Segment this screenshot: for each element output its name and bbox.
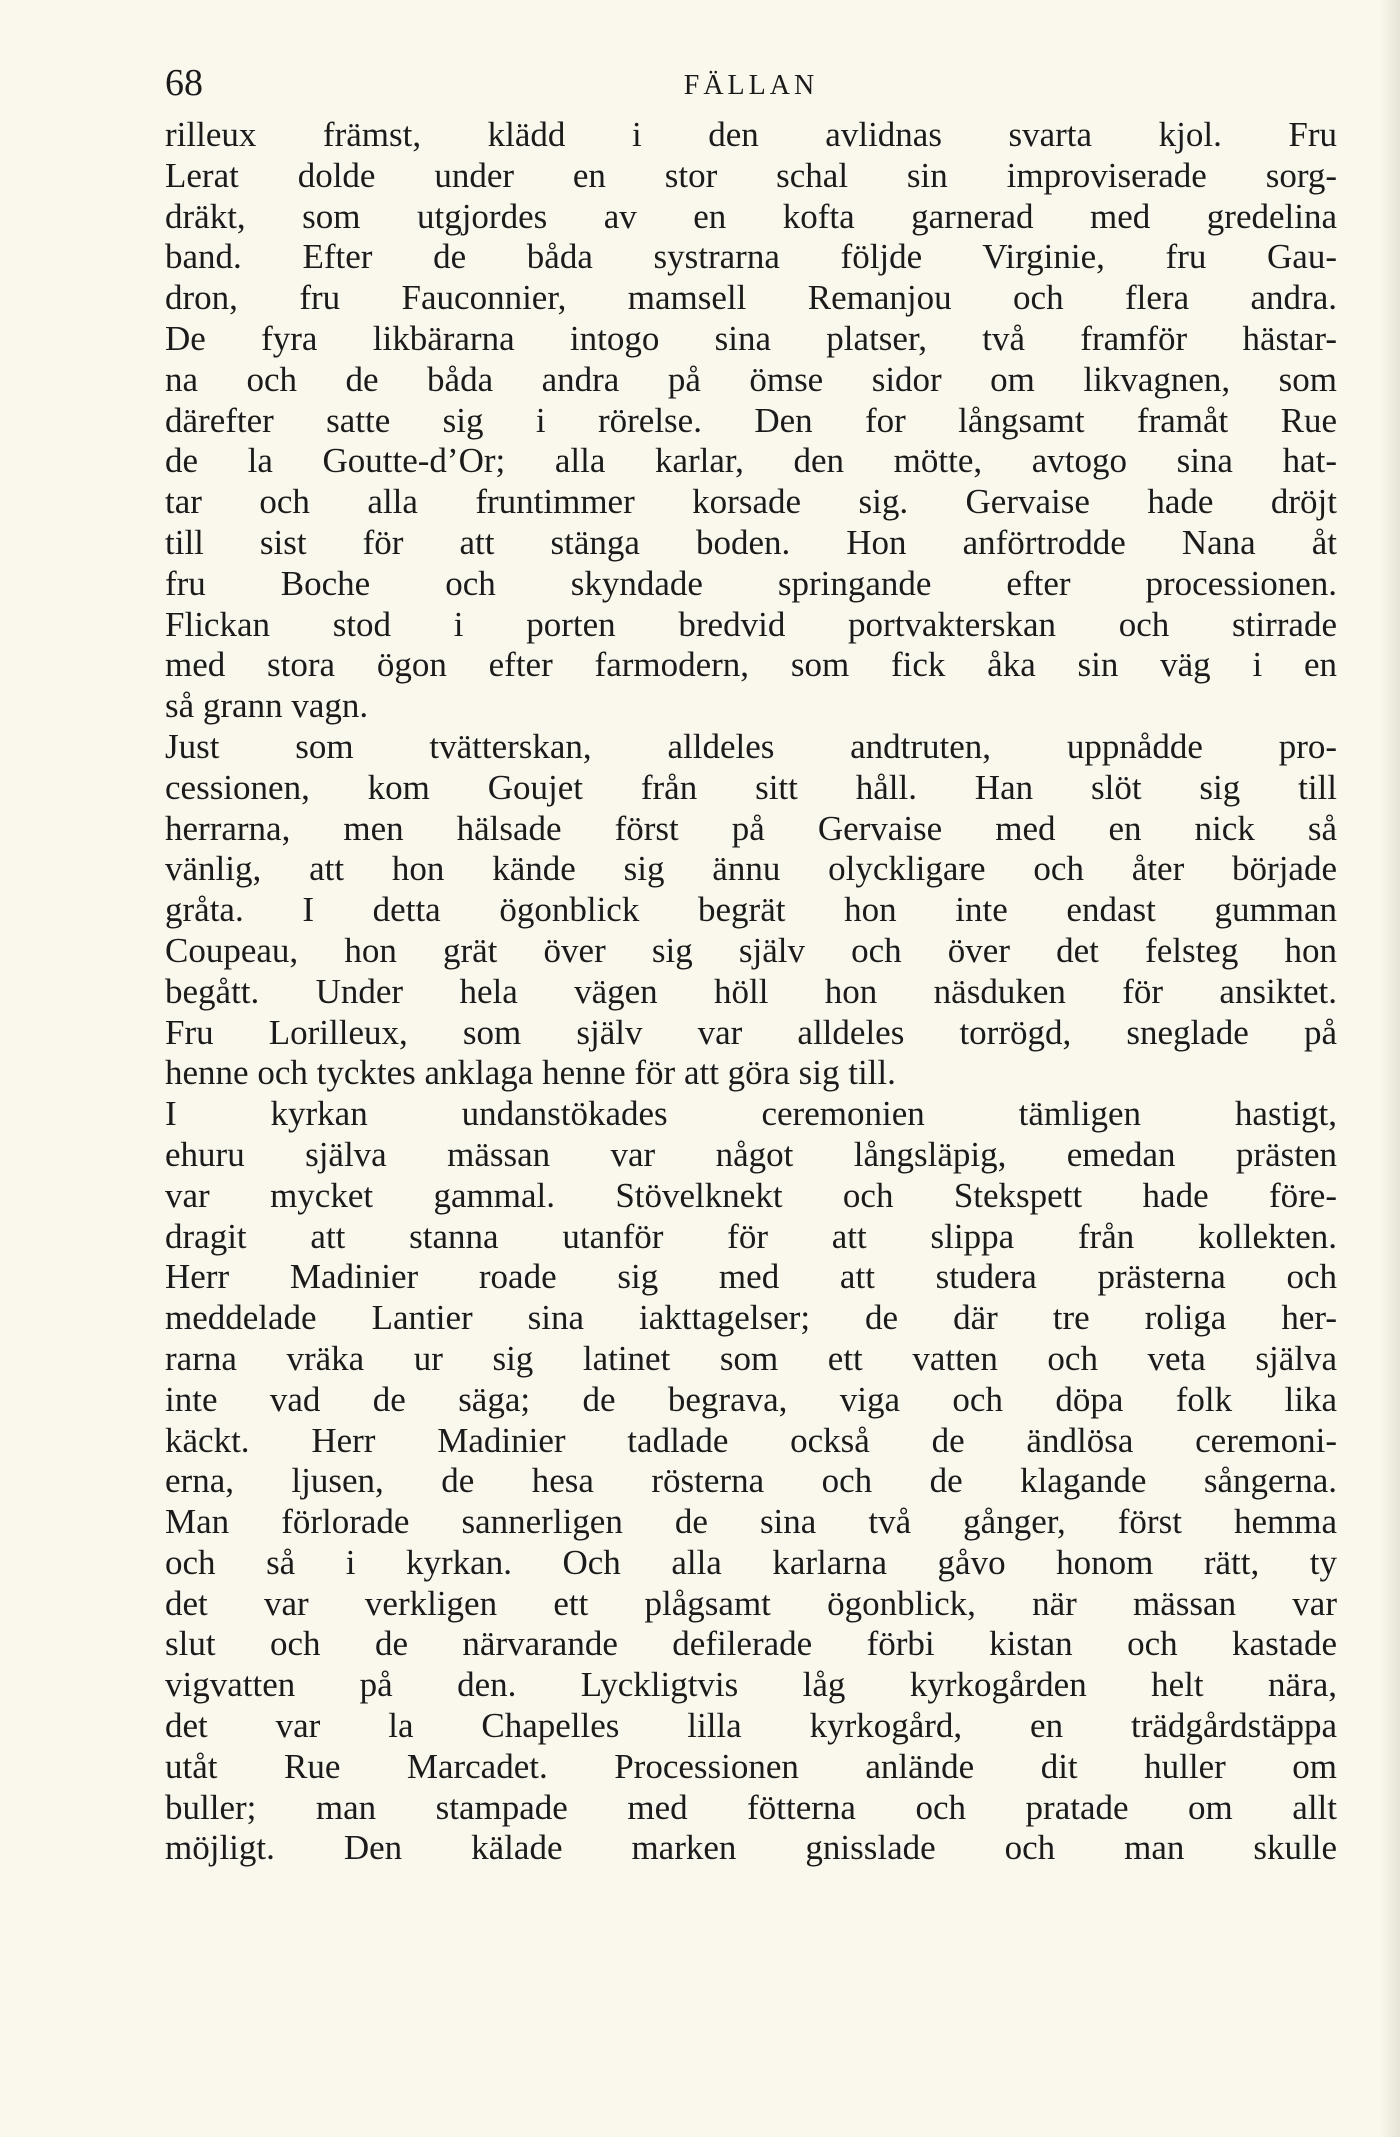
text-line: dragit att stanna utanför för att slippa från kollekten. [165, 1216, 1337, 1256]
text-line: cessionen, kom Goujet från sitt håll. Han slöt sig till [165, 767, 1337, 807]
text-line: Fru Lorilleux, som själv var alldeles torrögd, sneglade på [165, 1012, 1337, 1052]
page-number: 68 [165, 62, 203, 104]
text-line: vänlig, att hon kände sig ännu olyckligare och åter började [165, 849, 1337, 889]
text-line: erna, ljusen, de hesa rösterna och de klagande sångerna. [165, 1461, 1337, 1501]
text-line: utåt Rue Marcadet. Processionen anlände dit huller om [165, 1746, 1337, 1786]
text-line: buller; man stampade med fötterna och pratade om allt [165, 1787, 1337, 1827]
text-line: till sist för att stänga boden. Hon anförtrodde Nana åt [165, 522, 1337, 562]
text-line: tar och alla fruntimmer korsade sig. Gervaise hade dröjt [165, 482, 1337, 522]
text-line: na och de båda andra på ömse sidor om likvagnen, som [165, 359, 1337, 399]
text-line: så grann vagn. [165, 686, 369, 726]
text-line: slut och de närvarande defilerade förbi kistan och kastade [165, 1624, 1337, 1664]
page-edge-shadow [1380, 0, 1400, 2137]
running-head [165, 58, 1337, 108]
text-line: fru Boche och skyndade springande efter processionen. [165, 563, 1337, 603]
text-line: inte vad de säga; de begrava, viga och döpa folk lika [165, 1379, 1337, 1419]
text-line: de la Goutte-d’Or; alla karlar, den mötte, avtogo sina hat- [165, 441, 1337, 481]
text-line: dron, fru Fauconnier, mamsell Remanjou och flera andra. [165, 278, 1337, 318]
text-line: dräkt, som utgjordes av en kofta garnerad med gredelina [165, 196, 1337, 236]
text-line: var mycket gammal. Stövelknekt och Stekspett hade före- [165, 1175, 1337, 1215]
text-line: vigvatten på den. Lyckligtvis låg kyrkogården helt nära, [165, 1665, 1337, 1705]
text-line: De fyra likbärarna intogo sina platser, två framför hästar- [165, 318, 1337, 358]
text-line: rilleux främst, klädd i den avlidnas svarta kjol. Fru [165, 115, 1337, 154]
text-line: I kyrkan undanstökades ceremonien tämligen hastigt, [165, 1094, 1337, 1134]
text-line: band. Efter de båda systrarna följde Virginie, fru Gau- [165, 237, 1337, 277]
text-line: Man förlorade sannerligen de sina två gånger, först hemma [165, 1502, 1337, 1542]
text-line: med stora ögon efter farmodern, som fick åka sin väg i en [165, 645, 1337, 685]
text-line: Just som tvätterskan, alldeles andtruten, uppnådde pro- [165, 726, 1337, 766]
text-line: Coupeau, hon grät över sig själv och över det felsteg hon [165, 930, 1337, 970]
text-line: gråta. I detta ögonblick begrät hon inte endast gumman [165, 890, 1337, 930]
text-line: rarna vräka ur sig latinet som ett vatten och veta själva [165, 1338, 1337, 1378]
text-line: käckt. Herr Madinier tadlade också de ändlösa ceremoni- [165, 1420, 1337, 1460]
text-line: Lerat dolde under en stor schal sin improviserade sorg- [165, 155, 1337, 195]
text-line: möjligt. Den kälade marken gnisslade och man skulle [165, 1828, 1337, 1868]
text-line: Herr Madinier roade sig med att studera prästerna och [165, 1257, 1337, 1297]
text-line: därefter satte sig i rörelse. Den for långsamt framåt Rue [165, 400, 1337, 440]
text-line: ehuru själva mässan var något långsläpig, emedan prästen [165, 1134, 1337, 1174]
text-line: henne och tycktes anklaga henne för att göra sig till. [165, 1053, 896, 1093]
text-line: Flickan stod i porten bredvid portvakterskan och stirrade [165, 604, 1337, 644]
text-line: och så i kyrkan. Och alla karlarna gåvo honom rätt, ty [165, 1542, 1337, 1582]
text-line: det var la Chapelles lilla kyrkogård, en trädgårdstäppa [165, 1706, 1337, 1746]
text-line: begått. Under hela vägen höll hon näsduken för ansiktet. [165, 971, 1337, 1011]
body-text [165, 115, 1337, 1869]
text-line: meddelade Lantier sina iakttagelser; de där tre roliga her- [165, 1298, 1337, 1338]
text-line: det var verkligen ett plågsamt ögonblick, när mässan var [165, 1583, 1337, 1623]
running-title: FÄLLAN [683, 70, 819, 101]
text-line: herrarna, men hälsade först på Gervaise med en nick så [165, 808, 1337, 848]
